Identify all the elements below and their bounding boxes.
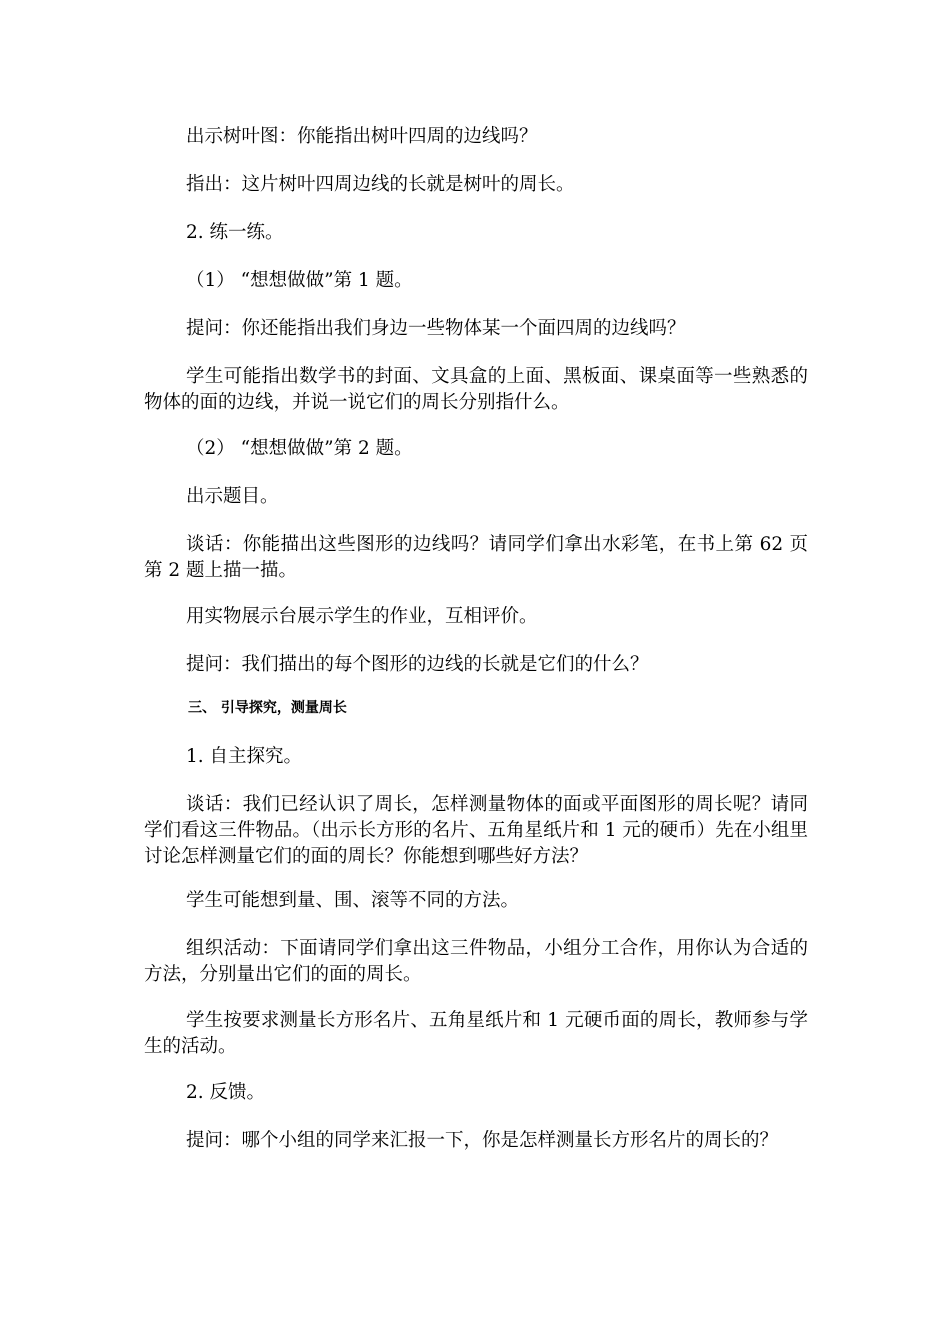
paragraph-leaf-perimeter: 指出：这片树叶四周边线的长就是树叶的周长。: [186, 174, 575, 195]
paragraph-student-examples: 学生可能指出数学书的封面、文具盒的上面、黑板面、课桌面等一些熟悉的物体的面的边线，并说一说它们的周长分别指什么。: [144, 366, 808, 413]
paragraph-question-report: 提问：哪个小组的同学来汇报一下，你是怎样测量长方形名片的周长的？: [186, 1130, 779, 1151]
paragraph-student-measure: 学生按要求测量长方形名片、五角星纸片和 1 元硬币面的周长，教师参与学生的活动。: [144, 1010, 808, 1057]
paragraph-self-explore: 1. 自主探究。: [186, 746, 303, 767]
paragraph-show-work: 用实物展示台展示学生的作业，互相评价。: [186, 606, 538, 627]
paragraph-exercise-1: （1） “想想做做”第 1 题。: [186, 270, 413, 291]
paragraph-exercise-2: （2） “想想做做”第 2 题。: [186, 438, 413, 459]
paragraph-trace-shapes: 谈话：你能描出这些图形的边线吗？请同学们拿出水彩笔，在书上第 62 页第 2 题上描一描。: [144, 534, 808, 581]
paragraph-feedback-heading: 2. 反馈。: [186, 1082, 266, 1103]
paragraph-question-objects: 提问：你还能指出我们身边一些物体某一个面四周的边线吗？: [186, 318, 686, 339]
paragraph-activity: 组织活动：下面请同学们拿出这三件物品，小组分工合作，用你认为合适的方法，分别量出它们的面的周长。: [144, 938, 808, 985]
paragraph-leaf-question: 出示树叶图：你能指出树叶四周的边线吗？: [186, 126, 538, 147]
section-heading-3: 三、 引导探究，测量周长: [188, 700, 347, 716]
paragraph-methods: 学生可能想到量、围、滚等不同的方法。: [186, 890, 520, 911]
paragraph-measure-discussion: 谈话：我们已经认识了周长，怎样测量物体的面或平面图形的周长呢？请同学们看这三件物品。（出示长方形的名片、五角星纸片和 1 元的硬币）先在小组里讨论怎样测量它们的面的周长？你能想到哪些好方法？: [144, 794, 808, 867]
paragraph-practice-heading: 2. 练一练。: [186, 222, 284, 243]
paragraph-question-what: 提问：我们描出的每个图形的边线的长就是它们的什么？: [186, 654, 649, 675]
paragraph-show-problem: 出示题目。: [186, 486, 279, 507]
